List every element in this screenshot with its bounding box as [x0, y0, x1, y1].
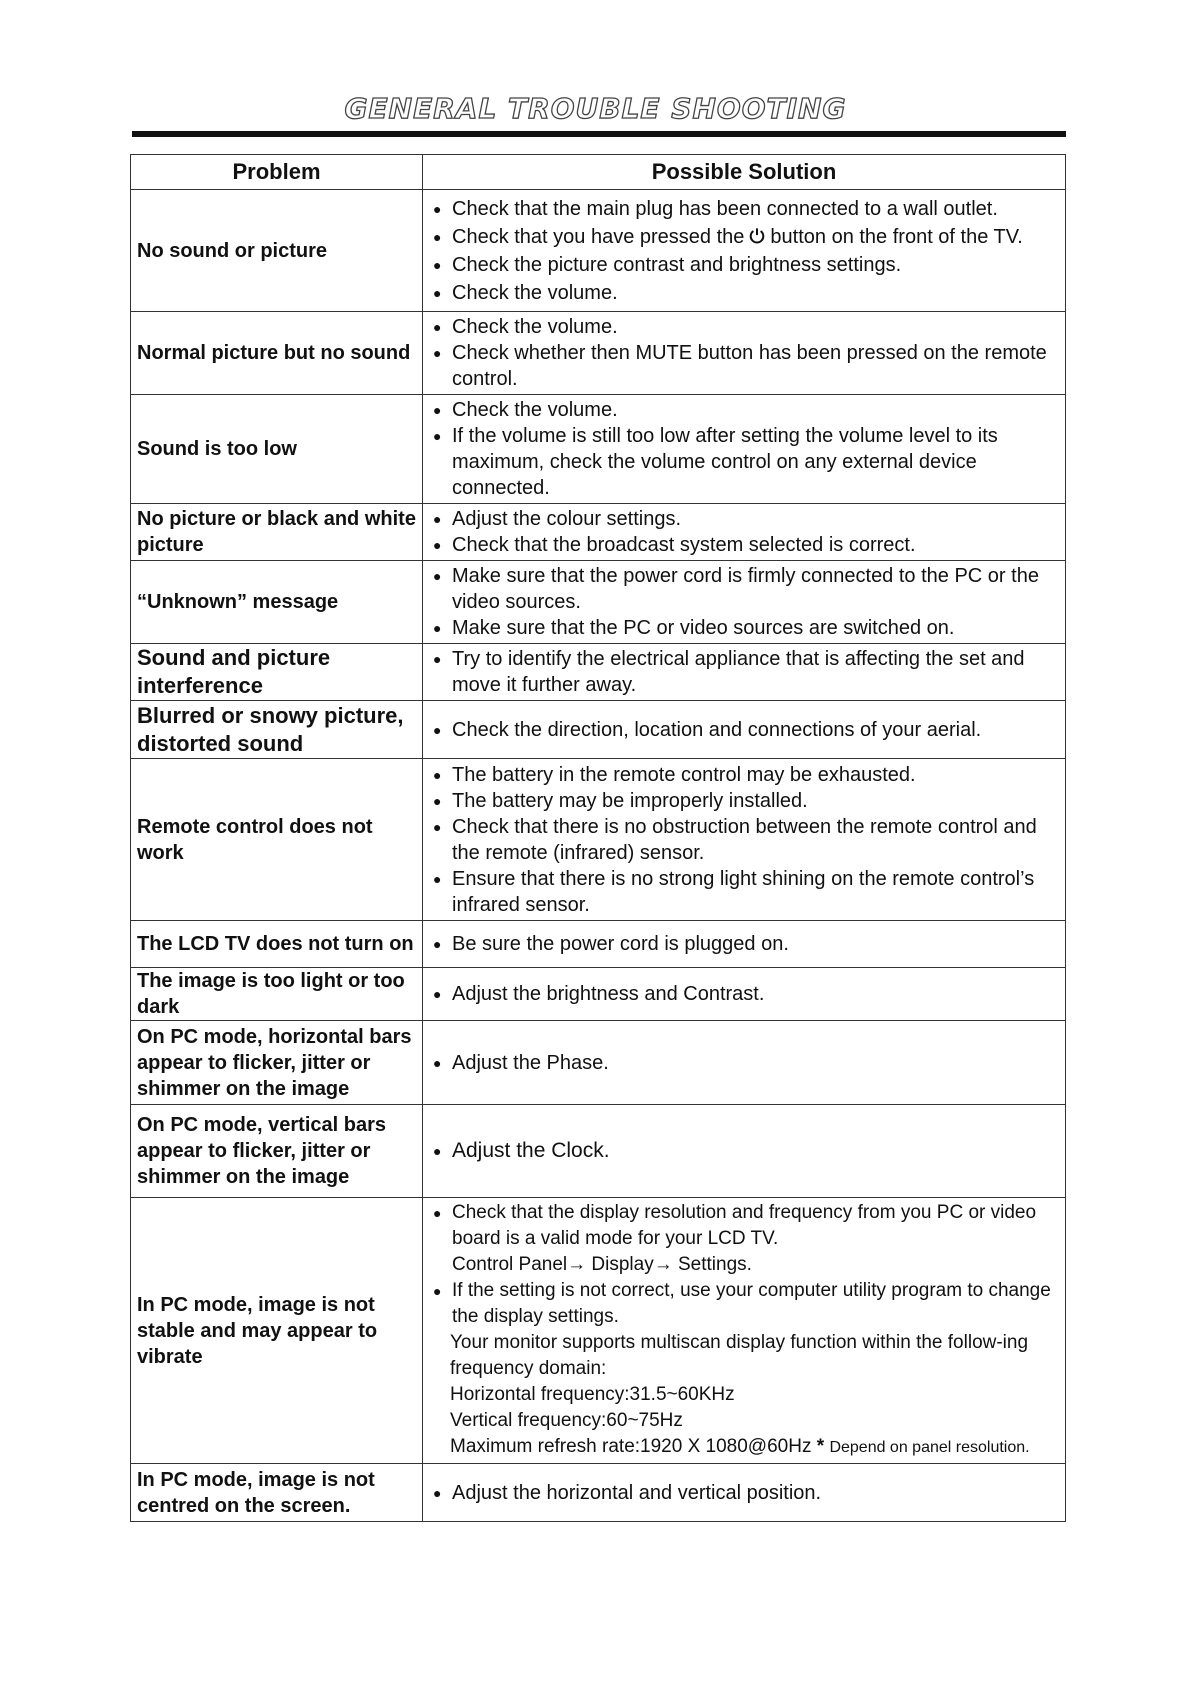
solution-item: ● Check the picture contrast and brightness settings. [433, 251, 1059, 279]
solution-item: ● Adjust the brightness and Contrast. [433, 981, 1059, 1007]
table-row [131, 701, 1066, 759]
asterisk: * [816, 1436, 825, 1457]
solution-item: ● Make sure that the power cord is firmly connected to the PC or the video sources. [433, 563, 1059, 615]
problem-cell: No sound or picture [131, 190, 423, 312]
solution-item: ● The battery may be improperly installed. [433, 788, 1059, 814]
solution-item: ● Check the direction, location and connections of your aerial. [433, 717, 1059, 743]
solution-item: ● The battery in the remote control may be exhausted. [433, 762, 1059, 788]
max-refresh-rate: Maximum refresh rate:1920 X 1080@60Hz [450, 1436, 812, 1457]
table-row [131, 968, 1066, 1021]
solution-item: ● If the volume is still too low after setting the volume level to its maximum, check the volume control on any external device connected. [433, 423, 1059, 501]
problem-cell: Normal picture but no sound [131, 312, 423, 395]
table-row [131, 190, 1066, 312]
problem-cell: The image is too light or too dark [131, 968, 423, 1021]
problem-cell: Blurred or snowy picture, distorted sound [131, 701, 423, 759]
solution-item: ● Make sure that the PC or video sources are switched on. [433, 615, 1059, 641]
solution-cell [423, 921, 1066, 968]
monitor-info: Your monitor supports multiscan display function within the follow-ing frequency domain: [450, 1332, 1029, 1379]
solution-cell [423, 1105, 1066, 1198]
solution-item: ● Adjust the Phase. [433, 1050, 1059, 1076]
solution-item: ● Be sure the power cord is plugged on. [433, 931, 1059, 957]
solution-item: ● Check that the display resolution and frequency from you PC or video board is a valid mode for your LCD TV. Control Panel→ Display→ Settings. [433, 1200, 1059, 1278]
table-row [131, 561, 1066, 644]
solution-item: ● Adjust the colour settings. [433, 506, 1059, 532]
solution-cell [423, 759, 1066, 921]
control-panel-path: Control Panel→ Display→ Settings. [452, 1254, 752, 1275]
solution-item: ● Check the volume. [433, 314, 1059, 340]
solution-item: ● Check the volume. [433, 279, 1059, 307]
problem-cell: The LCD TV does not turn on [131, 921, 423, 968]
solution-cell [423, 395, 1066, 504]
solution-cell [423, 312, 1066, 395]
table-header-row [131, 155, 1066, 190]
title-rule [132, 131, 1066, 137]
page-title: GENERAL TROUBLE SHOOTING [344, 92, 847, 125]
problem-cell: On PC mode, horizontal bars appear to flicker, jitter or shimmer on the image [131, 1021, 423, 1105]
problem-cell: Remote control does not work [131, 759, 423, 921]
solution-cell [423, 968, 1066, 1021]
solution-cell [423, 561, 1066, 644]
solution-cell [423, 190, 1066, 312]
table-row [131, 759, 1066, 921]
table-row [131, 1198, 1066, 1464]
solution-item: ● Try to identify the electrical appliance that is affecting the set and move it further away. [433, 646, 1059, 698]
table-row [131, 1021, 1066, 1105]
problem-cell: Sound is too low [131, 395, 423, 504]
table-row [131, 1464, 1066, 1522]
solution-item: ● Adjust the Clock. [433, 1138, 1059, 1164]
solution-cell [423, 504, 1066, 561]
solution-item: ● Check that there is no obstruction between the remote control and the remote (infrared) sensor. [433, 814, 1059, 866]
table-row [131, 312, 1066, 395]
solution-cell [423, 1198, 1066, 1464]
solution-item: ● Check the volume. [433, 397, 1059, 423]
problem-cell: “Unknown” message [131, 561, 423, 644]
solution-item: ● Ensure that there is no strong light shining on the remote control’s infrared sensor. [433, 866, 1059, 918]
table-row [131, 504, 1066, 561]
problem-cell: In PC mode, image is not stable and may appear to vibrate [131, 1198, 423, 1464]
problem-cell: No picture or black and white picture [131, 504, 423, 561]
solution-item: ● If the setting is not correct, use your computer utility program to change the display settings. [433, 1278, 1059, 1330]
horizontal-frequency: Horizontal frequency:31.5~60KHz [450, 1384, 735, 1405]
problem-cell: Sound and picture interference [131, 644, 423, 701]
problem-cell: On PC mode, vertical bars appear to flicker, jitter or shimmer on the image [131, 1105, 423, 1198]
solution-cell [423, 701, 1066, 759]
table-row [131, 644, 1066, 701]
max-refresh-line [433, 1434, 1059, 1461]
table-row [131, 921, 1066, 968]
solution-item: ● Check that the broadcast system selected is correct. [433, 532, 1059, 558]
vertical-frequency: Vertical frequency:60~75Hz [450, 1410, 683, 1431]
table-row [131, 395, 1066, 504]
solution-item: ● Check that the main plug has been connected to a wall outlet. [433, 195, 1059, 223]
solution-item: ● Adjust the horizontal and vertical position. [433, 1480, 1059, 1506]
problem-column-header: Problem [131, 155, 423, 190]
solution-cell [423, 644, 1066, 701]
solution-item: ● Check whether then MUTE button has been pressed on the remote control. [433, 340, 1059, 392]
power-icon [748, 227, 766, 245]
problem-cell: In PC mode, image is not centred on the screen. [131, 1464, 423, 1522]
table-row [131, 1105, 1066, 1198]
solution-cell [423, 1464, 1066, 1522]
solution-cell [423, 1021, 1066, 1105]
troubleshooting-table [130, 154, 1066, 1522]
solution-item: ● Check that you have pressed the button on the front of the TV. [433, 223, 1059, 251]
solution-column-header: Possible Solution [423, 155, 1066, 190]
panel-resolution-note: Depend on panel resolution. [829, 1439, 1030, 1456]
